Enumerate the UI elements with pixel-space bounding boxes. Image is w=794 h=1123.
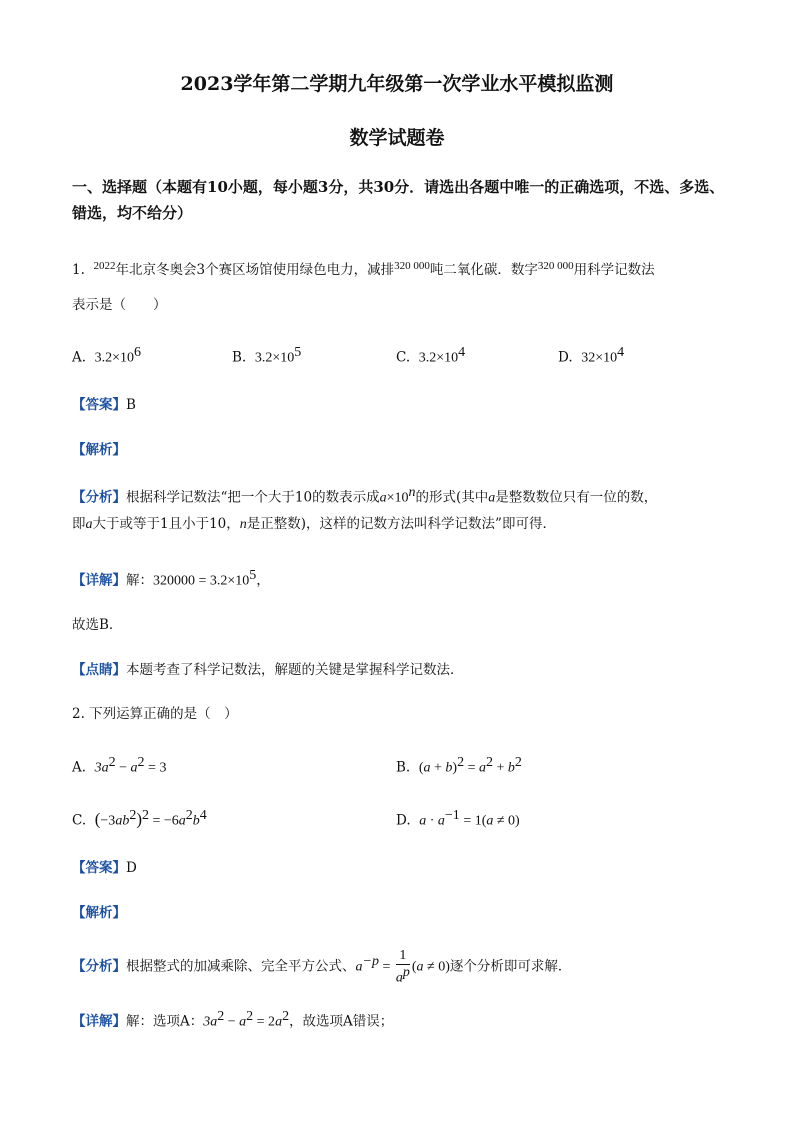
comment-line: 【点睛】本题考查了科学记数法，解题的关键是掌握科学记数法． bbox=[72, 662, 464, 678]
stem-text: 年北京冬奥会3个赛区场馆使用绿色电力，减排 bbox=[115, 262, 395, 278]
analysis-tag: 【解析】 bbox=[72, 442, 126, 458]
number-value: 320 000 bbox=[394, 260, 430, 272]
option-a[interactable]: A. $3a^2 - a^2 = 3$ bbox=[72, 755, 167, 776]
fenxi-line: 【分析】根据整式的加减乘除、完全平方公式、$a^{-p}$ = $\frac{1}{a^p}$ (a ≠ 0)逐个分析即可求解． bbox=[72, 947, 572, 986]
option-b[interactable]: B. $3.2\times 10^5$ bbox=[232, 345, 302, 366]
fenxi-line2: 即a大于或等于1且小于10，n是正整数)，这样的记数方法叫科学记数法”即可得． bbox=[72, 516, 556, 532]
stem-text: 用科学记数法 bbox=[573, 262, 655, 278]
answer-value: B bbox=[126, 397, 136, 413]
question-2-options-row1 bbox=[72, 753, 732, 775]
detail-line: 【详解】解：选项A：$3a^2 - a^2 = 2a^2$，故选项A错误； bbox=[72, 1009, 394, 1030]
choose-line: 故选B． bbox=[72, 617, 123, 633]
answer-value: D bbox=[126, 860, 137, 876]
page-title: 2023学年第二学期九年级第一次学业水平模拟监测 bbox=[180, 73, 614, 95]
option-c[interactable]: C. $(-3ab^2)^2 = -6a^2b^4$ bbox=[72, 808, 207, 829]
fraction: $\frac{1}{a^p}$ bbox=[395, 947, 410, 986]
stem-text: 吨二氧化碳．数字 bbox=[429, 262, 538, 278]
page-subtitle: 数学试题卷 bbox=[349, 127, 445, 149]
question-1-stem bbox=[72, 260, 732, 281]
option-b[interactable]: B. $(a + b)^2 = a^2 + b^2$ bbox=[396, 755, 522, 776]
option-d[interactable]: D. $a \cdot a^{-1} = 1(a \ne 0)$ bbox=[396, 808, 520, 829]
analysis-tag: 【解析】 bbox=[72, 905, 126, 921]
answer-tag: 【答案】 bbox=[72, 397, 126, 413]
question-2-options-row2 bbox=[72, 806, 732, 830]
question-2-stem: 2. 下列运算正确的是（ ） bbox=[72, 706, 238, 722]
number-value: 320 000 bbox=[537, 260, 574, 272]
section-heading: 一、选择题（本题有10小题，每小题3分，共30分．请选出各题中唯一的正确选项，不选、多选、错选，均不给分） bbox=[72, 178, 725, 222]
year-value: 2022 bbox=[93, 260, 116, 272]
fenxi-line1: 【分析】根据科学记数法“把一个大于10的数表示成$a\times 10^n$的形式(其中a是整数数位只有一位的数， bbox=[72, 485, 658, 506]
question-1-stem-line2: 表示是（ ） bbox=[72, 297, 167, 313]
question-number: 1. bbox=[72, 262, 85, 278]
question-1-options bbox=[72, 343, 732, 365]
answer-line bbox=[72, 395, 732, 415]
answer-tag: 【答案】 bbox=[72, 860, 126, 876]
detail-line: 【详解】解：$320000 = 3.2\times 10^5$， bbox=[72, 568, 270, 589]
option-a[interactable]: A. $3.2\times 10^6$ bbox=[72, 345, 142, 366]
answer-line bbox=[72, 858, 732, 878]
option-d[interactable]: D. $32\times 10^4$ bbox=[558, 345, 625, 366]
option-c[interactable]: C. $3.2\times 10^4$ bbox=[396, 345, 466, 366]
